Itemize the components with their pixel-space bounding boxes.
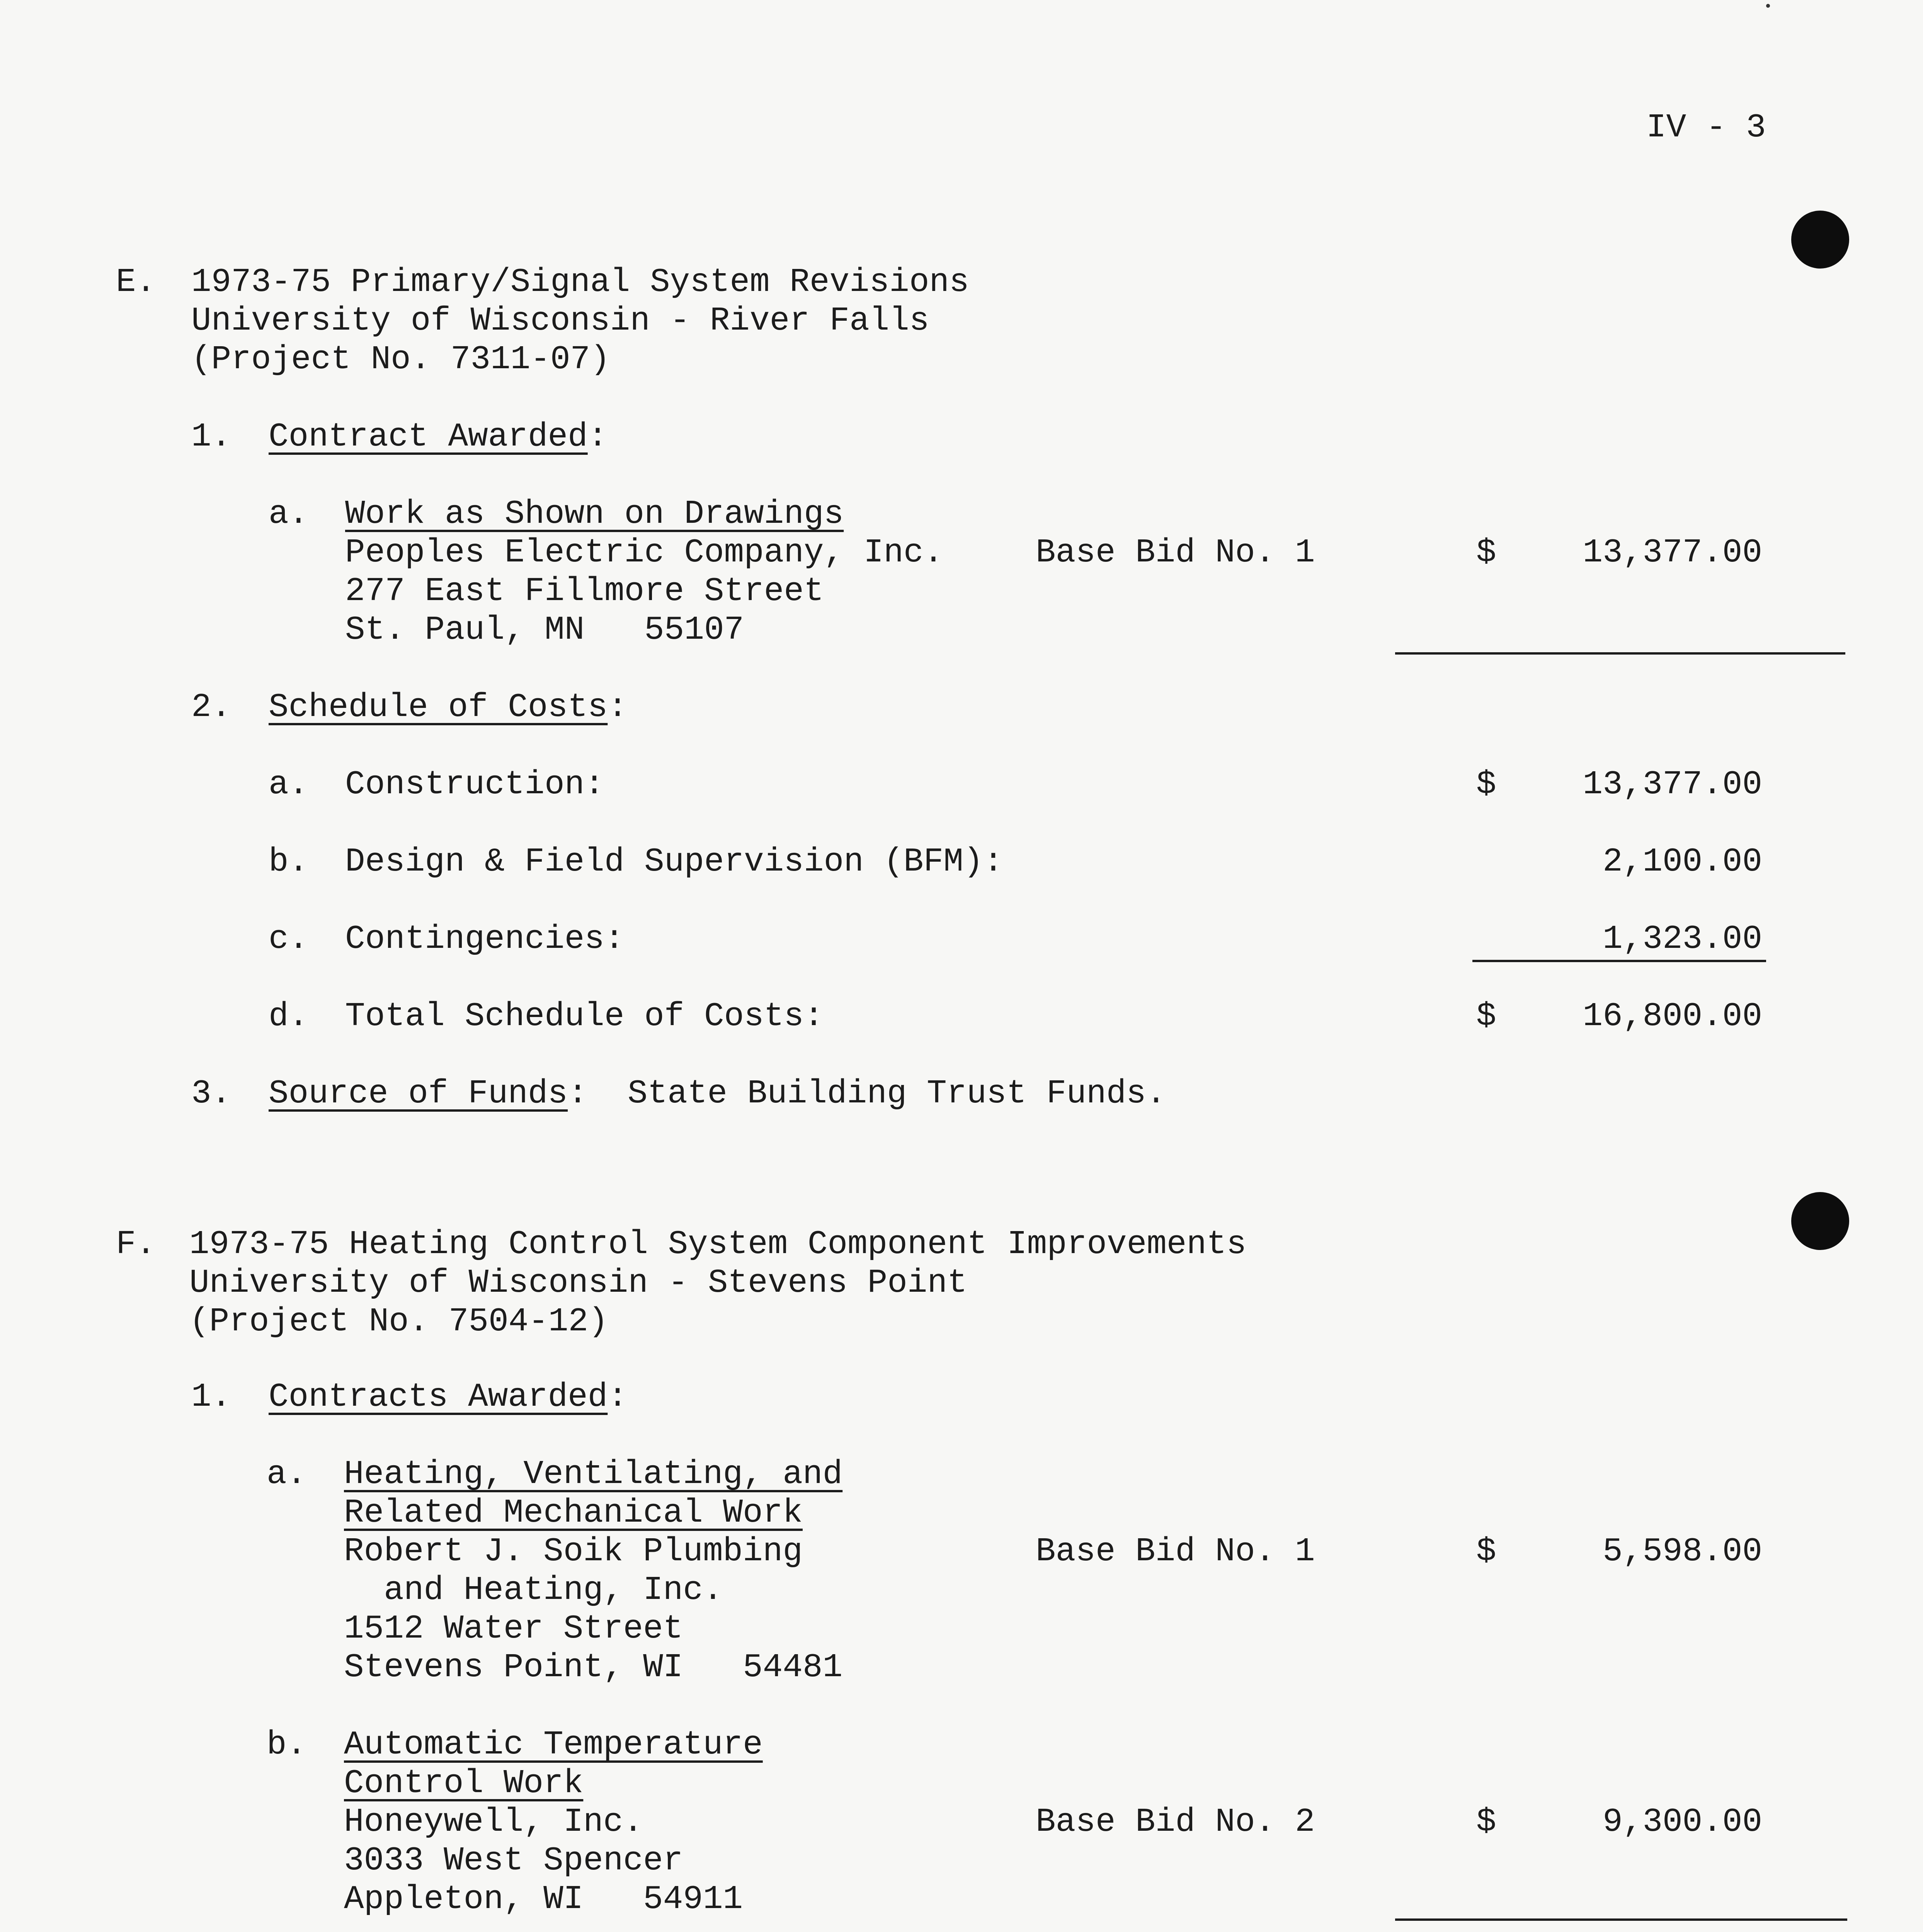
scan-speck	[1766, 4, 1770, 8]
section-f-contract-b-dollar: $	[1476, 1803, 1496, 1841]
section-e-project-no: (Project No. 7311-07)	[191, 340, 610, 378]
section-f-contract-a-contractor-name: Robert J. Soik Plumbing	[344, 1532, 803, 1570]
section-f-contract-a-title-line1: Heating, Ventilating, and	[344, 1455, 843, 1493]
section-e-contract-rule	[1395, 652, 1845, 655]
section-f-contract-b-base-bid: Base Bid No. 2	[1036, 1803, 1315, 1841]
section-e-cost-design-label: Design & Field Supervision (BFM):	[345, 843, 1004, 881]
section-e-cost-total-label: Total Schedule of Costs:	[345, 997, 824, 1035]
section-f-contract-a-city: Stevens Point, WI 54481	[344, 1648, 843, 1686]
section-e-contract-a-title: Work as Shown on Drawings	[345, 495, 844, 533]
section-e-cost-construction-dollar: $	[1476, 765, 1496, 803]
section-e-contractor-street: 277 East Fillmore Street	[345, 572, 824, 610]
section-f-contract-b-title-line1: Automatic Temperature	[344, 1726, 763, 1764]
section-f-contract-a-street: 1512 Water Street	[344, 1610, 683, 1648]
section-e-cost-construction-amount: 13,377.00	[1583, 765, 1762, 803]
section-f-title: 1973-75 Heating Control System Component Improvements	[189, 1225, 1247, 1263]
section-e-letter: E.	[116, 263, 156, 301]
section-f-contract-b-title-line2: Control Work	[344, 1764, 584, 1802]
section-f-contract-b-letter: b.	[267, 1726, 307, 1764]
section-f-contract-a-contractor-name-cont: and Heating, Inc.	[344, 1571, 723, 1609]
section-f-contract-a-letter: a.	[267, 1455, 307, 1493]
page-number: IV - 3	[1646, 109, 1766, 146]
section-f-contract-b-city: Appleton, WI 54911	[344, 1880, 743, 1918]
section-e-item2-number: 2.	[191, 688, 231, 726]
section-e-cost-a-letter: a.	[269, 765, 309, 803]
section-e-source-of-funds: Source of Funds: State Building Trust Funds.	[269, 1075, 1166, 1112]
section-e-cost-construction-label: Construction:	[345, 765, 604, 803]
section-e-contractor-city: St. Paul, MN 55107	[345, 611, 744, 649]
section-f-contracts-awarded-heading: Contracts Awarded:	[269, 1378, 628, 1416]
section-e-contract-dollar-sign: $	[1476, 534, 1496, 571]
section-e-contract-awarded-heading: Contract Awarded:	[269, 418, 608, 456]
section-f-contract-b-contractor-name: Honeywell, Inc.	[344, 1803, 643, 1841]
section-f-project-no: (Project No. 7504-12)	[189, 1303, 608, 1340]
section-e-contract-a-letter: a.	[269, 495, 309, 533]
section-e-campus: University of Wisconsin - River Falls	[191, 302, 929, 340]
section-f-contract-a-dollar: $	[1476, 1532, 1496, 1570]
section-e-schedule-heading: Schedule of Costs:	[269, 688, 628, 726]
section-f-contract-b-amount: 9,300.00	[1603, 1803, 1762, 1841]
section-e-cost-b-letter: b.	[269, 843, 309, 881]
section-e-item3-number: 3.	[191, 1075, 231, 1112]
section-f-letter: F.	[116, 1225, 156, 1263]
section-e-cost-contingencies-label: Contingencies:	[345, 920, 625, 958]
section-e-subtotal-rule	[1472, 960, 1766, 962]
section-e-cost-d-letter: d.	[269, 997, 309, 1035]
punch-hole-middle	[1791, 1192, 1849, 1250]
section-e-cost-contingencies-amount: 1,323.00	[1603, 920, 1762, 958]
section-e-item1-number: 1.	[191, 418, 231, 456]
section-e-cost-c-letter: c.	[269, 920, 309, 958]
section-f-campus: University of Wisconsin - Stevens Point	[189, 1264, 967, 1302]
section-e-title: 1973-75 Primary/Signal System Revisions	[191, 263, 969, 301]
section-e-contract-amount: 13,377.00	[1583, 534, 1762, 571]
section-e-contractor-name: Peoples Electric Company, Inc.	[345, 534, 944, 571]
section-e-cost-total-amount: 16,800.00	[1583, 997, 1762, 1035]
section-f-item1-number: 1.	[191, 1378, 231, 1416]
section-f-contract-a-amount: 5,598.00	[1603, 1532, 1762, 1570]
section-e-cost-total-dollar: $	[1476, 997, 1496, 1035]
section-e-cost-design-amount: 2,100.00	[1603, 843, 1762, 881]
punch-hole-top	[1791, 211, 1849, 269]
section-f-contract-b-street: 3033 West Spencer	[344, 1842, 683, 1879]
section-f-contract-a-base-bid: Base Bid No. 1	[1036, 1532, 1315, 1570]
section-f-contract-a-title-line2: Related Mechanical Work	[344, 1494, 803, 1532]
section-f-contracts-rule	[1395, 1918, 1847, 1921]
section-e-base-bid: Base Bid No. 1	[1036, 534, 1315, 571]
